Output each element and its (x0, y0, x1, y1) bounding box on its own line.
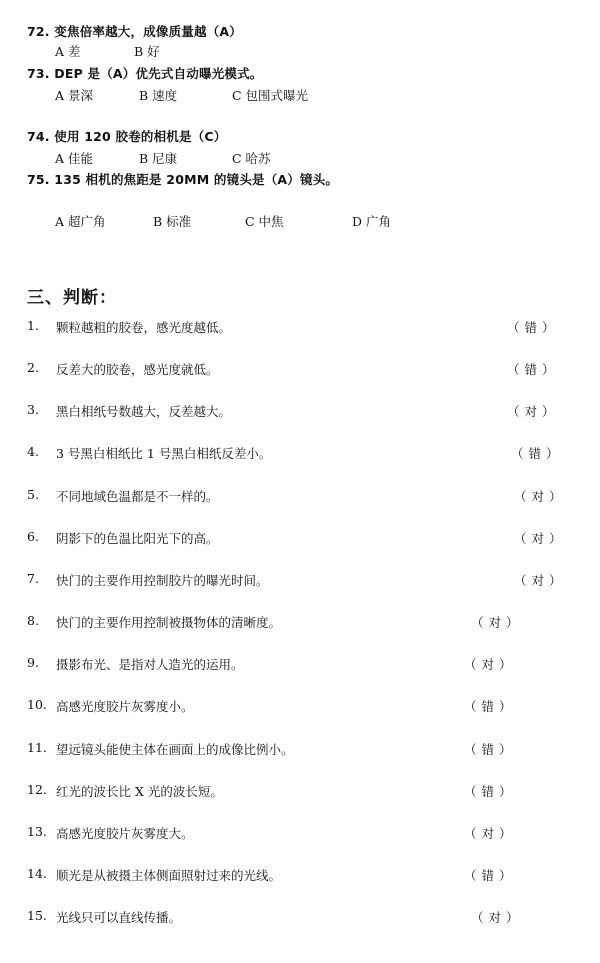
item-statement: 快门的主要作用控制被摄物体的清晰度。 (56, 615, 282, 630)
option-b: B 标准 (153, 214, 192, 229)
item-statement: 反差大的胶卷，感光度就低。 (56, 362, 219, 377)
option-a: A 差 (55, 44, 81, 59)
item-number: 3. (27, 402, 39, 417)
option-b: B 尼康 (139, 151, 178, 166)
option-c: C 哈苏 (232, 151, 271, 166)
item-answer: （ 错 ） (511, 446, 559, 461)
option-c: C 包围式曝光 (232, 88, 309, 103)
judgment-item (0, 782, 600, 802)
item-answer: （ 对 ） (514, 531, 562, 546)
judgment-item (0, 655, 600, 675)
item-answer: （ 错 ） (464, 699, 512, 714)
question-74-title: 74. 使用 120 胶卷的相机是（C） (27, 129, 227, 144)
item-number: 11. (27, 740, 47, 755)
option-b: B 好 (134, 44, 160, 59)
judgment-item (0, 571, 600, 591)
item-number: 4. (27, 444, 39, 459)
judgment-item (0, 697, 600, 717)
item-answer: （ 对 ） (464, 657, 512, 672)
item-answer: （ 错 ） (464, 742, 512, 757)
item-statement: 顺光是从被摄主体侧面照射过来的光线。 (56, 868, 282, 883)
judgment-item (0, 402, 600, 422)
item-number: 7. (27, 571, 39, 586)
item-answer: （ 对 ） (464, 826, 512, 841)
item-answer: （ 错 ） (464, 868, 512, 883)
judgment-item (0, 529, 600, 549)
question-73-title: 73. DEP 是（A）优先式自动曝光模式。 (27, 66, 263, 81)
item-statement: 光线只可以直线传播。 (56, 910, 182, 925)
item-statement: 3 号黑白相纸比 1 号黑白相纸反差小。 (56, 446, 272, 461)
item-answer: （ 对 ） (471, 615, 519, 630)
judgment-item (0, 360, 600, 380)
item-number: 13. (27, 824, 47, 839)
item-number: 5. (27, 487, 39, 502)
item-statement: 黑白相纸号数越大，反差越大。 (56, 404, 232, 419)
item-answer: （ 对 ） (507, 404, 555, 419)
item-number: 6. (27, 529, 39, 544)
item-number: 9. (27, 655, 39, 670)
item-answer: （ 错 ） (464, 784, 512, 799)
judgment-item (0, 824, 600, 844)
option-a: A 景深 (55, 88, 94, 103)
question-75-title: 75. 135 相机的焦距是 20MM 的镜头是（A）镜头。 (27, 172, 339, 187)
item-number: 8. (27, 613, 39, 628)
item-statement: 不同地域色温都是不一样的。 (56, 489, 219, 504)
option-c: C 中焦 (245, 214, 284, 229)
item-answer: （ 对 ） (471, 910, 519, 925)
item-number: 2. (27, 360, 39, 375)
item-number: 10. (27, 697, 47, 712)
judgment-item (0, 444, 600, 464)
judgment-item (0, 740, 600, 760)
judgment-item (0, 866, 600, 886)
item-statement: 高感光度胶片灰雾度小。 (56, 699, 194, 714)
item-statement: 红光的波长比 X 光的波长短。 (56, 784, 223, 799)
item-statement: 颗粒越粗的胶卷，感光度越低。 (56, 320, 232, 335)
option-d: D 广角 (352, 214, 391, 229)
judgment-item (0, 487, 600, 507)
item-number: 1. (27, 318, 39, 333)
item-answer: （ 对 ） (514, 573, 562, 588)
option-a: A 超广角 (55, 214, 106, 229)
judgment-item (0, 908, 600, 928)
option-b: B 速度 (139, 88, 178, 103)
item-answer: （ 对 ） (514, 489, 562, 504)
option-a: A 佳能 (55, 151, 94, 166)
item-answer: （ 错 ） (507, 320, 555, 335)
item-statement: 望远镜头能使主体在画面上的成像比例小。 (56, 742, 294, 757)
item-number: 12. (27, 782, 47, 797)
item-statement: 快门的主要作用控制胶片的曝光时间。 (56, 573, 269, 588)
item-number: 14. (27, 866, 47, 881)
item-number: 15. (27, 908, 47, 923)
question-72-title: 72. 变焦倍率越大，成像质量越（A） (27, 24, 242, 39)
item-statement: 阴影下的色温比阳光下的高。 (56, 531, 219, 546)
item-statement: 摄影布光、是指对人造光的运用。 (56, 657, 244, 672)
section-title-judgment: 三、判断： (27, 288, 117, 308)
item-answer: （ 错 ） (507, 362, 555, 377)
judgment-item (0, 613, 600, 633)
item-statement: 高感光度胶片灰雾度大。 (56, 826, 194, 841)
judgment-item (0, 318, 600, 338)
